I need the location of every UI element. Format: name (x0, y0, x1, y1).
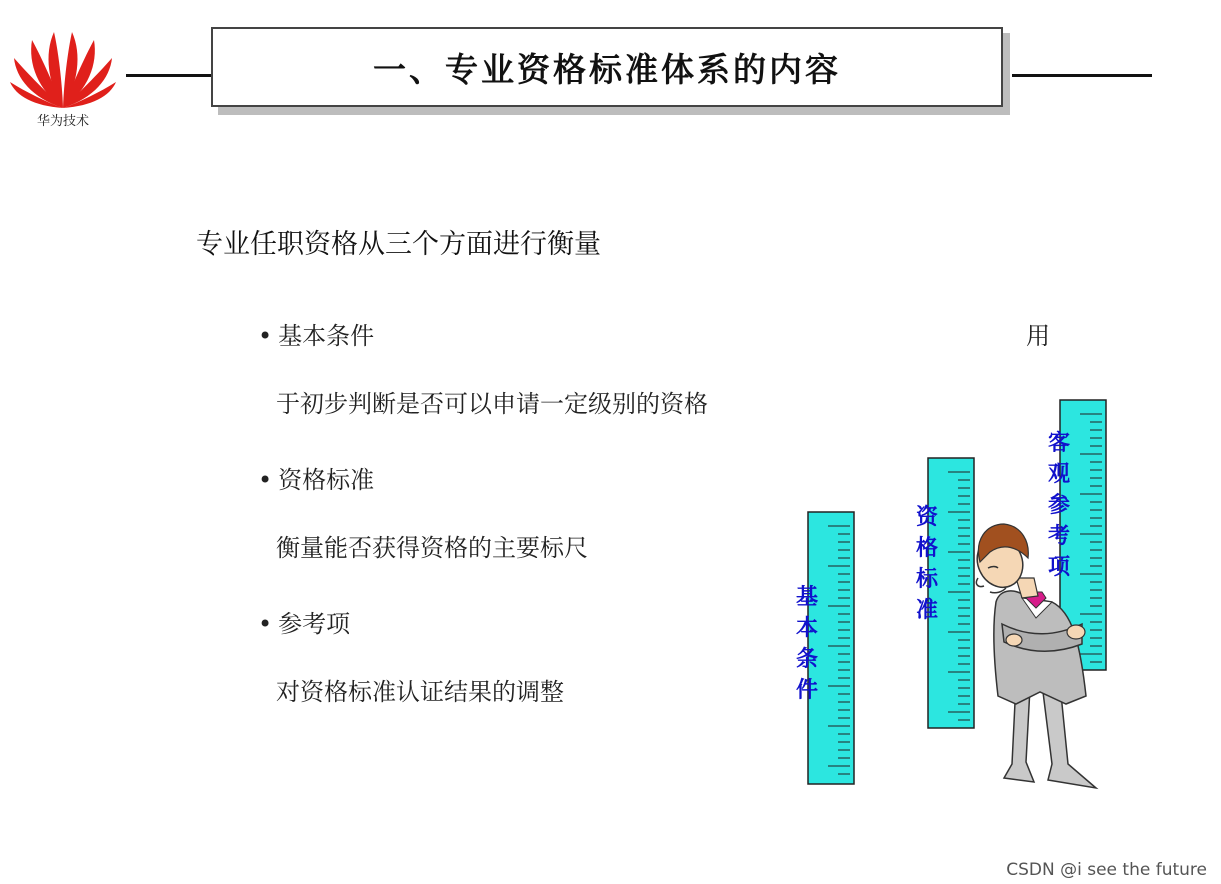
ruler-label-char: 件 (796, 678, 819, 703)
ruler-label-char: 观 (1048, 462, 1071, 487)
ruler-label-char: 资 (916, 505, 939, 530)
item-label: 参考项 (278, 610, 351, 638)
item-trailing-text: 用 (1026, 322, 1050, 350)
item-description: 衡量能否获得资格的主要标尺 (276, 534, 588, 562)
page-title: 一、专业资格标准体系的内容 (373, 49, 841, 89)
section-subtitle: 专业任职资格从三个方面进行衡量 (196, 229, 601, 260)
bullet: • (258, 322, 273, 350)
huawei-logo (8, 24, 118, 130)
sunburst-logo-icon (8, 24, 118, 110)
watermark-text: CSDN @i see the future (1006, 860, 1207, 880)
ruler-label-char: 格 (916, 536, 939, 561)
ruler-label-char: 条 (796, 647, 819, 672)
ruler-label-char: 项 (1048, 555, 1071, 580)
logo-text: 华为技术 (36, 114, 89, 129)
ruler-label-char: 基 (796, 585, 819, 610)
ruler-label-char: 考 (1048, 524, 1071, 549)
title-box (211, 27, 1003, 107)
item-label: 资格标准 (278, 466, 375, 494)
ruler-basic-conditions (796, 512, 854, 784)
item-label: 基本条件 (278, 322, 375, 350)
bullet: • (258, 466, 273, 494)
header-rule-right (1012, 74, 1152, 77)
ruler-label-char: 参 (1048, 493, 1071, 518)
item-description: 于初步判断是否可以申请一定级别的资格 (276, 390, 708, 418)
rulers-illustration (790, 392, 1120, 802)
bullet: • (258, 610, 273, 638)
ruler-label-char: 客 (1048, 431, 1071, 456)
list-item (258, 604, 350, 639)
item-description: 对资格标准认证结果的调整 (276, 678, 564, 706)
ruler-qualification-standard (915, 458, 974, 728)
ruler-label-char: 本 (796, 616, 819, 641)
ruler-label-char: 准 (916, 598, 939, 623)
ruler-label-char: 标 (916, 567, 939, 592)
header-rule-left (126, 74, 214, 77)
list-item (258, 460, 374, 495)
list-item (258, 316, 374, 351)
